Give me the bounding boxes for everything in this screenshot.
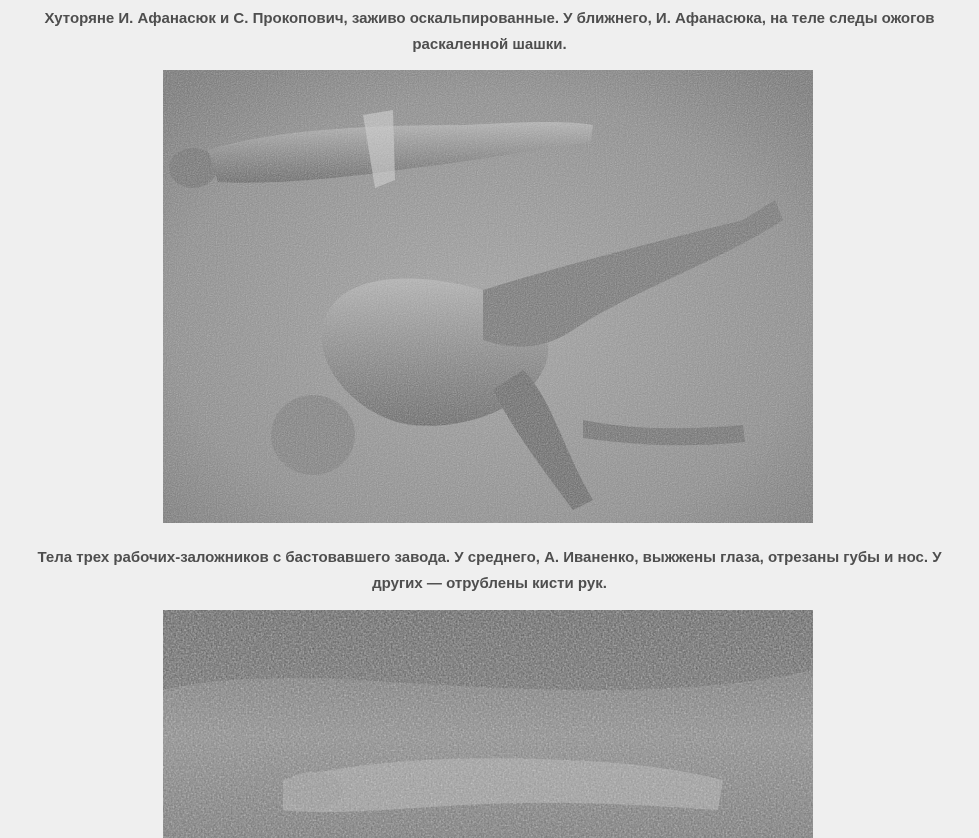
photo-caption-2: Тела трех рабочих-заложников с бастовавшего завода. У среднего, А. Иваненко, выжжены глаза, отрезаны губы и нос. У других — отрублены кисти рук. — [37, 549, 942, 592]
photo-caption-1: Хуторяне И. Афанасюк и С. Прокопович, заживо оскальпированные. У ближнего, И. Афанасюка, на теле следы ожогов раскаленной шашки. — [44, 10, 935, 53]
photo-2-image — [163, 610, 813, 838]
photo-1-image — [163, 70, 813, 523]
historical-photo-1 — [163, 70, 813, 523]
historical-photo-2 — [163, 610, 813, 838]
